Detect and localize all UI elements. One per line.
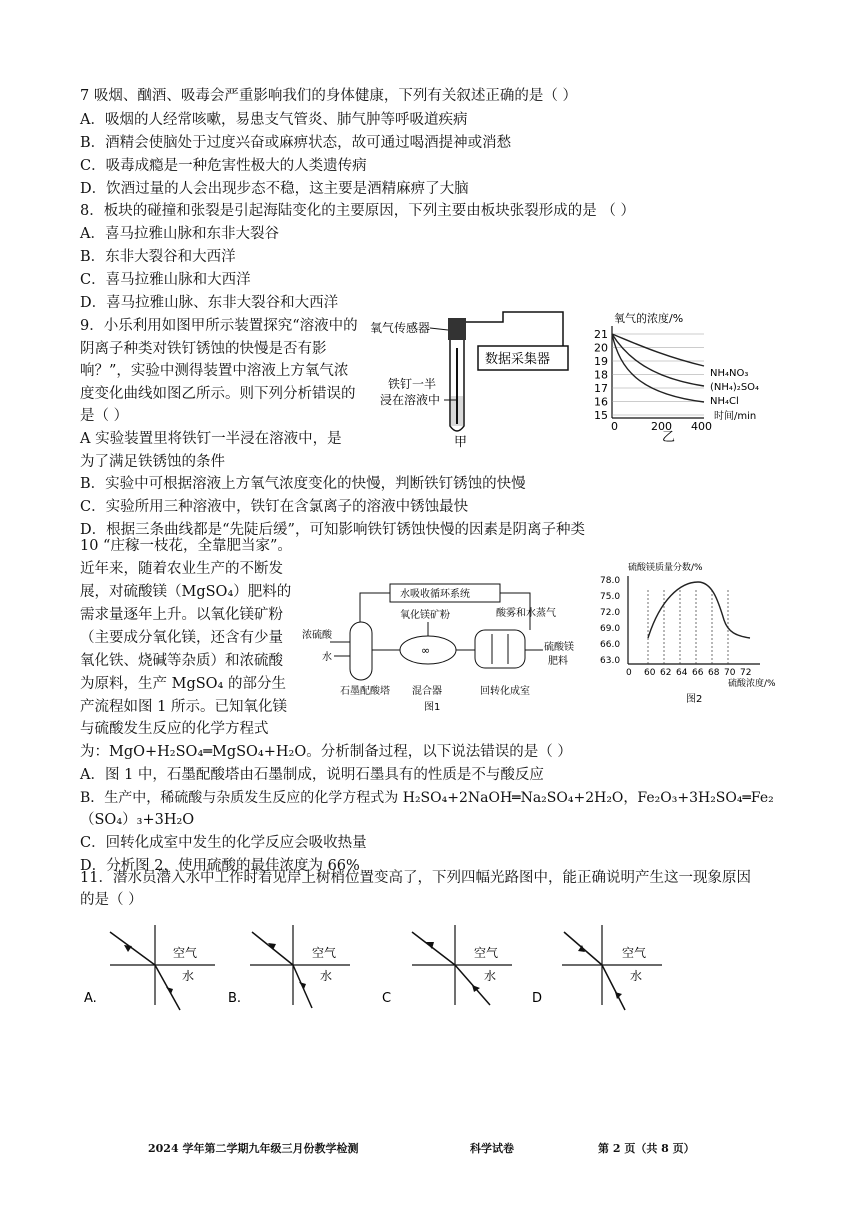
- q10-line2: 近年来，随着农业生产的不断发: [80, 561, 283, 577]
- curve-nh4cl: [612, 334, 704, 402]
- water-label: 水: [322, 652, 332, 663]
- svg-text:∞: ∞: [421, 644, 431, 657]
- q8-option-d: D．喜马拉雅山脉、东非大裂谷和大西洋: [80, 295, 339, 311]
- air-label-c: 空气: [474, 946, 499, 960]
- air-label-d: 空气: [622, 946, 647, 960]
- q11-line2: 的是（ ）: [80, 892, 143, 908]
- chart-yi-ytick: 18: [594, 368, 608, 382]
- chart-yi-ytick: 19: [594, 355, 608, 368]
- vapor-label: 酸雾和水蒸气: [496, 608, 556, 619]
- acid-label: 浓硫酸: [302, 630, 332, 641]
- chamber-label: 回转化成室: [480, 686, 530, 697]
- footer-page-number: 第 2 页（共 8 页）: [598, 1142, 695, 1155]
- q10-option-b1: B．生产中，稀硫酸与杂质发生反应的化学方程式为 H₂SO₄+2NaOH═Na₂SO₄+2H₂O，Fe₂O₃+3H₂SO₄═Fe₂: [80, 790, 774, 806]
- q9-option-a2: 为了满足铁锈蚀的条件: [80, 454, 225, 470]
- chart-yi-caption: 乙: [662, 430, 676, 445]
- q9-line1: 9．小乐利用如图甲所示装置探究“溶液中的: [80, 318, 358, 334]
- q9-option-b: B．实验中可根据溶液上方氧气浓度变化的快慢，判断铁钉锈蚀的快慢: [80, 476, 526, 492]
- q9-line3: 响？”，实验中测得装置中溶液上方氧气浓: [80, 363, 349, 379]
- chart2-ylabel: 硫酸镁质量分数/%: [628, 563, 703, 573]
- option-label-d: D: [532, 991, 543, 1006]
- q10-line8: 产流程如图 1 所示。已知氧化镁: [80, 699, 287, 715]
- q11-line1: 11．潜水员潜入水中工作时看见岸上树梢位置变高了，下列四幅光路图中，能正确说明产生这一现象原因: [80, 870, 751, 886]
- figure-jia-caption: 甲: [454, 435, 468, 448]
- q9-option-c: C．实验所用三种溶液中，铁钉在含氯离子的溶液中锈蚀最快: [80, 499, 469, 515]
- chart-yi-xlabel: 时间/min: [714, 411, 757, 422]
- q7-option-d: D．饮酒过量的人会出现步态不稳，这主要是酒精麻痹了大脑: [80, 181, 469, 197]
- chart2-ytick: 63.0: [600, 656, 621, 666]
- chart2-xlabel: 硫酸浓度/%: [728, 679, 776, 689]
- light-path-option-a: [84, 925, 215, 1010]
- water-label-d: 水: [630, 969, 643, 983]
- chart2-caption: 图2: [686, 694, 703, 705]
- apparatus-figure-jia: [368, 308, 598, 448]
- q10-line7: 为原料，生产 MgSO₄ 的部分生: [80, 676, 286, 692]
- q10-line1: 10 “庄稼一枝花，全靠肥当家”。: [80, 538, 292, 554]
- tower-label: 石墨配酸塔: [340, 686, 390, 697]
- powder-label: 氧化镁矿粉: [400, 610, 450, 621]
- q10-option-a: A．图 1 中，石墨配酸塔由石墨制成，说明石墨具有的性质是不与酸反应: [80, 767, 544, 783]
- q10-line10: 为：MgO+H₂SO₄═MgSO₄+H₂O。分析制备过程，以下说法错误的是（ ）: [80, 744, 572, 760]
- product-label-2: 肥料: [548, 656, 568, 667]
- q10-line5: （主要成分氧化镁，还含有少量: [80, 630, 283, 646]
- nail-label-2: 浸在溶液中: [380, 393, 441, 407]
- figure-1-caption: 图1: [424, 702, 441, 713]
- chart2-xtick: 62: [660, 668, 672, 678]
- q10-line3: 展，对硫酸镁（MgSO₄）肥料的: [80, 584, 292, 600]
- chart-yi-xtick: 200: [651, 420, 672, 433]
- curve-nh42so4: [612, 334, 704, 386]
- water-label-c: 水: [484, 969, 497, 983]
- q8-option-c: C．喜马拉雅山脉和大西洋: [80, 272, 251, 288]
- q10-option-d: D．分析图 2，使用硫酸的最佳浓度为 66%: [80, 858, 360, 874]
- light-path-option-b: [228, 925, 350, 1008]
- footer-exam-title: 2024 学年第二学期九年级三月份教学检测: [148, 1142, 359, 1155]
- q8-stem: 8．板块的碰撞和张裂是引起海陆变化的主要原因，下列主要由板块张裂形成的是 （ ）: [80, 203, 635, 219]
- q10-line9: 与硫酸发生反应的化学方程式: [80, 721, 269, 737]
- chart2-xtick: 72: [740, 668, 752, 678]
- legend-nh42so4: (NH₄)₂SO₄: [710, 382, 760, 393]
- oxygen-concentration-chart: [592, 308, 792, 448]
- q7-option-b: B．酒精会使脑处于过度兴奋或麻痹状态，故可通过喝酒提神或消愁: [80, 135, 512, 151]
- sensor-label: 氧气传感器: [370, 321, 431, 335]
- collector-label: 数据采集器: [485, 352, 551, 367]
- q10-option-b2: （SO₄）₃+3H₂O: [80, 812, 195, 828]
- water-label-b: 水: [320, 969, 333, 983]
- oxygen-sensor: [448, 318, 466, 340]
- chart-yi-ylabel: 氧气的浓度/%: [614, 312, 684, 325]
- chart-yi-ytick: 15: [594, 409, 608, 422]
- chart2-ytick: 78.0: [600, 576, 621, 586]
- option-label-c: C: [382, 991, 392, 1006]
- chart2-xtick: 70: [724, 668, 736, 678]
- product-label-1: 硫酸镁: [544, 642, 574, 653]
- chart2-xtick: 60: [644, 668, 656, 678]
- chart2-xtick: 0: [626, 668, 632, 678]
- process-flow-figure-1: [300, 580, 600, 715]
- air-label-b: 空气: [312, 946, 337, 960]
- legend-nh4no3: NH₄NO₃: [710, 368, 749, 379]
- mixer-label: 混合器: [412, 686, 442, 697]
- chart-yi-ytick: 17: [594, 382, 608, 395]
- chart-yi-xtick: 0: [611, 420, 618, 433]
- q9-option-d: D．根据三条曲线都是“先陡后缓”，可知影响铁钉锈蚀快慢的因素是阴离子种类: [80, 522, 585, 538]
- chart2-ytick: 75.0: [600, 592, 621, 602]
- q7-stem: 7 吸烟、酗酒、吸毒会严重影响我们的身体健康，下列有关叙述正确的是（ ）: [80, 88, 577, 104]
- q7-option-a: A．吸烟的人经常咳嗽，易患支气管炎、肺气肿等呼吸道疾病: [80, 112, 468, 128]
- chart2-ytick: 66.0: [600, 640, 621, 650]
- q10-line6: 氧化铁、烧碱等杂质）和浓硫酸: [80, 653, 283, 669]
- legend-nh4cl: NH₄Cl: [710, 396, 739, 407]
- chart2-xtick: 64: [676, 668, 688, 678]
- rotary-chamber: [475, 630, 525, 668]
- chart-yi-ytick: 21: [594, 328, 608, 341]
- chart-yi-ytick: 16: [594, 395, 608, 409]
- q9-option-a1: A 实验装置里将铁钉一半浸在溶液中，是: [80, 431, 342, 447]
- q10-option-c: C．回转化成室中发生的化学反应会吸收热量: [80, 835, 367, 851]
- magnesium-sulfate-chart: [600, 560, 785, 710]
- q9-line2: 阴离子种类对铁钉锈蚀的快慢是否有影: [80, 341, 327, 357]
- light-path-option-d: [532, 925, 662, 1010]
- chart-yi-xtick: 400: [691, 420, 712, 433]
- chart2-xtick: 68: [708, 668, 720, 678]
- q9-line5: 是（ ）: [80, 408, 129, 424]
- q8-option-a: A．喜马拉雅山脉和东非大裂谷: [80, 226, 279, 242]
- option-label-a: A.: [84, 991, 97, 1006]
- chart2-ytick: 72.0: [600, 608, 621, 618]
- light-path-option-c: [382, 925, 512, 1006]
- cycle-label: 水吸收循环系统: [400, 589, 470, 600]
- nail-label-1: 铁钉一半: [388, 377, 437, 391]
- light-path-diagrams: [80, 920, 680, 1020]
- q8-option-b: B．东非大裂谷和大西洋: [80, 249, 236, 265]
- footer-subject: 科学试卷: [470, 1142, 514, 1155]
- magnesium-sulfate-curve: [648, 582, 750, 638]
- q10-line4: 需求量逐年上升。以氧化镁矿粉: [80, 607, 283, 623]
- water-label-a: 水: [182, 969, 195, 983]
- chart2-xtick: 66: [692, 668, 704, 678]
- graphite-acid-tower: [350, 622, 372, 680]
- option-label-b: B.: [228, 991, 242, 1006]
- q9-line4: 度变化曲线如图乙所示。则下列分析错误的: [80, 386, 356, 402]
- chart2-ytick: 69.0: [600, 624, 621, 634]
- q7-option-c: C．吸毒成瘾是一种危害性极大的人类遗传病: [80, 158, 367, 174]
- air-label-a: 空气: [173, 946, 198, 960]
- chart-yi-ytick: 20: [594, 341, 608, 355]
